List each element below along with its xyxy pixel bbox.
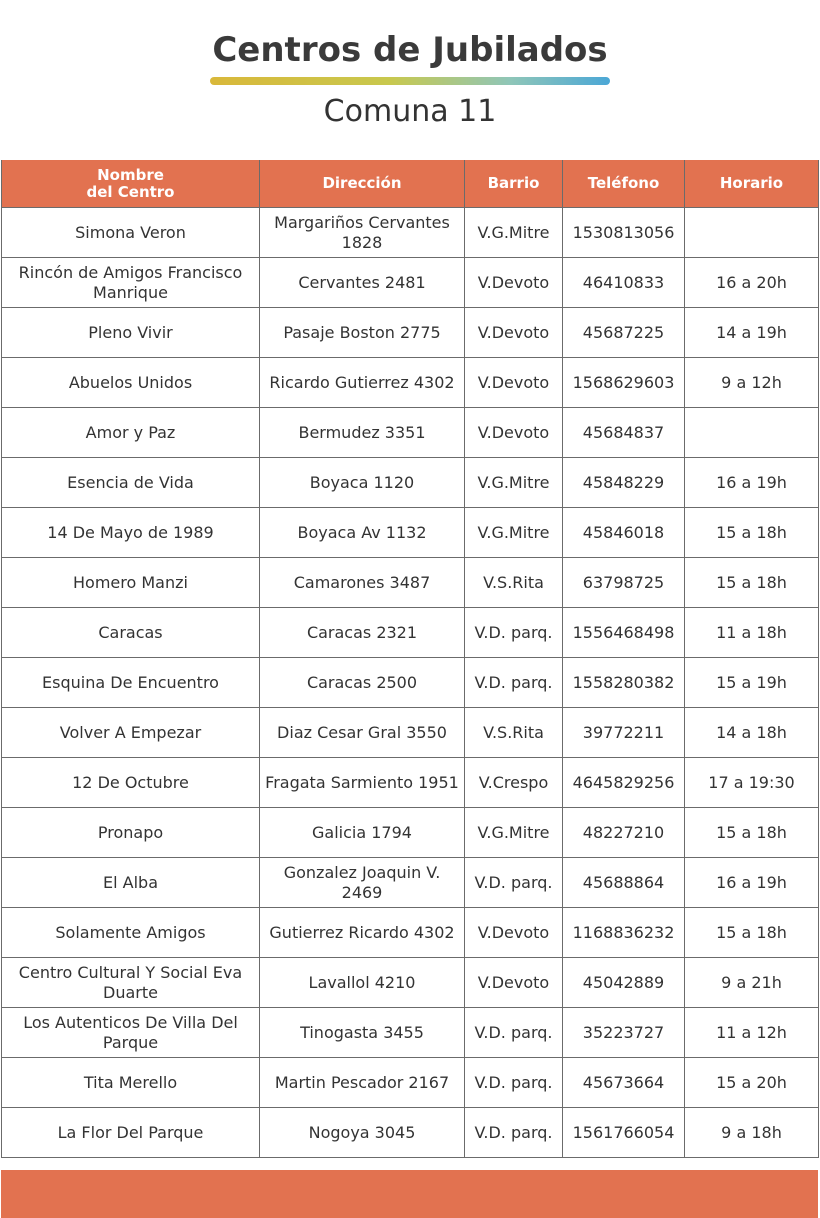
cell-barrio: V.D. parq. [465, 1108, 563, 1158]
table-row [2, 458, 819, 508]
cell-nombre: Solamente Amigos [2, 908, 260, 958]
cell-horario [685, 208, 819, 258]
cell-direccion: Ricardo Gutierrez 4302 [260, 358, 465, 408]
cell-direccion: Margariños Cervantes 1828 [260, 208, 465, 258]
cell-telefono: 4645829256 [563, 758, 685, 808]
cell-nombre: 12 De Octubre [2, 758, 260, 808]
cell-horario: 16 a 20h [685, 258, 819, 308]
cell-horario: 9 a 12h [685, 358, 819, 408]
cell-barrio: V.G.Mitre [465, 458, 563, 508]
cell-direccion: Gutierrez Ricardo 4302 [260, 908, 465, 958]
cell-direccion: Cervantes 2481 [260, 258, 465, 308]
cell-telefono: 63798725 [563, 558, 685, 608]
table-row [2, 558, 819, 608]
cell-barrio: V.D. parq. [465, 1008, 563, 1058]
cell-telefono: 1530813056 [563, 208, 685, 258]
cell-barrio: V.D. parq. [465, 1058, 563, 1108]
cell-barrio: V.S.Rita [465, 708, 563, 758]
table-row [2, 408, 819, 458]
cell-barrio: V.Devoto [465, 358, 563, 408]
cell-direccion: Gonzalez Joaquin V. 2469 [260, 858, 465, 908]
table-header-row [2, 160, 819, 208]
cell-barrio: V.Devoto [465, 958, 563, 1008]
cell-direccion: Diaz Cesar Gral 3550 [260, 708, 465, 758]
cell-direccion: Pasaje Boston 2775 [260, 308, 465, 358]
cell-direccion: Tinogasta 3455 [260, 1008, 465, 1058]
cell-nombre: Centro Cultural Y Social Eva Duarte [2, 958, 260, 1008]
cell-nombre: Esencia de Vida [2, 458, 260, 508]
cell-nombre: 14 De Mayo de 1989 [2, 508, 260, 558]
title-underline-gradient [210, 77, 610, 85]
cell-nombre: Pronapo [2, 808, 260, 858]
cell-direccion: Fragata Sarmiento 1951 [260, 758, 465, 808]
cell-barrio: V.D. parq. [465, 858, 563, 908]
cell-nombre: Tita Merello [2, 1058, 260, 1108]
cell-telefono: 45673664 [563, 1058, 685, 1108]
cell-telefono: 35223727 [563, 1008, 685, 1058]
column-header-nombre-line1: Nombre [97, 165, 164, 184]
centros-table [1, 160, 819, 1158]
cell-horario: 15 a 18h [685, 808, 819, 858]
cell-barrio: V.G.Mitre [465, 208, 563, 258]
cell-horario: 9 a 21h [685, 958, 819, 1008]
cell-barrio: V.D. parq. [465, 608, 563, 658]
cell-horario: 14 a 18h [685, 708, 819, 758]
table-row [2, 1108, 819, 1158]
cell-barrio: V.G.Mitre [465, 808, 563, 858]
cell-telefono: 1561766054 [563, 1108, 685, 1158]
column-header-direccion: Dirección [260, 160, 465, 208]
cell-direccion: Nogoya 3045 [260, 1108, 465, 1158]
cell-barrio: V.Crespo [465, 758, 563, 808]
cell-nombre: Homero Manzi [2, 558, 260, 608]
table-row [2, 258, 819, 308]
cell-nombre: Caracas [2, 608, 260, 658]
cell-direccion: Lavallol 4210 [260, 958, 465, 1008]
cell-telefono: 45684837 [563, 408, 685, 458]
cell-horario: 15 a 18h [685, 508, 819, 558]
cell-telefono: 45846018 [563, 508, 685, 558]
cell-direccion: Caracas 2500 [260, 658, 465, 708]
table-row [2, 308, 819, 358]
table-row [2, 758, 819, 808]
cell-barrio: V.G.Mitre [465, 508, 563, 558]
cell-direccion: Martin Pescador 2167 [260, 1058, 465, 1108]
cell-telefono: 1168836232 [563, 908, 685, 958]
footer-bar [1, 1170, 818, 1218]
cell-horario: 15 a 19h [685, 658, 819, 708]
cell-horario: 11 a 18h [685, 608, 819, 658]
cell-horario: 17 a 19:30 [685, 758, 819, 808]
cell-telefono: 39772211 [563, 708, 685, 758]
column-header-telefono: Teléfono [563, 160, 685, 208]
cell-telefono: 1568629603 [563, 358, 685, 408]
cell-telefono: 1558280382 [563, 658, 685, 708]
cell-telefono: 46410833 [563, 258, 685, 308]
page-title: Centros de Jubilados [212, 30, 608, 70]
table-row [2, 358, 819, 408]
cell-direccion: Boyaca 1120 [260, 458, 465, 508]
column-header-nombre-line2: del Centro [86, 182, 175, 201]
cell-horario: 15 a 18h [685, 908, 819, 958]
table-row [2, 808, 819, 858]
cell-nombre: Rincón de Amigos Francisco Manrique [2, 258, 260, 308]
cell-barrio: V.S.Rita [465, 558, 563, 608]
cell-horario: 16 a 19h [685, 858, 819, 908]
cell-barrio: V.Devoto [465, 908, 563, 958]
cell-nombre: Volver A Empezar [2, 708, 260, 758]
column-header-nombre [2, 160, 260, 208]
cell-direccion: Boyaca Av 1132 [260, 508, 465, 558]
cell-direccion: Bermudez 3351 [260, 408, 465, 458]
cell-barrio: V.Devoto [465, 258, 563, 308]
table-row [2, 1058, 819, 1108]
table-row [2, 908, 819, 958]
table-row [2, 708, 819, 758]
cell-direccion: Caracas 2321 [260, 608, 465, 658]
cell-telefono: 45688864 [563, 858, 685, 908]
cell-barrio: V.Devoto [465, 308, 563, 358]
cell-horario: 14 a 19h [685, 308, 819, 358]
page-subtitle: Comuna 11 [323, 94, 497, 129]
cell-horario [685, 408, 819, 458]
table-row [2, 958, 819, 1008]
column-header-horario: Horario [685, 160, 819, 208]
cell-horario: 11 a 12h [685, 1008, 819, 1058]
cell-telefono: 45848229 [563, 458, 685, 508]
cell-direccion: Camarones 3487 [260, 558, 465, 608]
cell-nombre: Pleno Vivir [2, 308, 260, 358]
cell-nombre: La Flor Del Parque [2, 1108, 260, 1158]
cell-telefono: 45042889 [563, 958, 685, 1008]
cell-nombre: Abuelos Unidos [2, 358, 260, 408]
cell-nombre: Amor y Paz [2, 408, 260, 458]
table-row [2, 608, 819, 658]
cell-nombre: Esquina De Encuentro [2, 658, 260, 708]
cell-horario: 16 a 19h [685, 458, 819, 508]
cell-telefono: 1556468498 [563, 608, 685, 658]
table-row [2, 858, 819, 908]
table-row [2, 1008, 819, 1058]
table-row [2, 508, 819, 558]
cell-nombre: Simona Veron [2, 208, 260, 258]
cell-nombre: El Alba [2, 858, 260, 908]
cell-telefono: 45687225 [563, 308, 685, 358]
table-row [2, 208, 819, 258]
column-header-barrio: Barrio [465, 160, 563, 208]
cell-barrio: V.D. parq. [465, 658, 563, 708]
cell-nombre: Los Autenticos De Villa Del Parque [2, 1008, 260, 1058]
cell-telefono: 48227210 [563, 808, 685, 858]
cell-horario: 15 a 18h [685, 558, 819, 608]
cell-direccion: Galicia 1794 [260, 808, 465, 858]
cell-horario: 9 a 18h [685, 1108, 819, 1158]
cell-barrio: V.Devoto [465, 408, 563, 458]
table-row [2, 658, 819, 708]
cell-horario: 15 a 20h [685, 1058, 819, 1108]
